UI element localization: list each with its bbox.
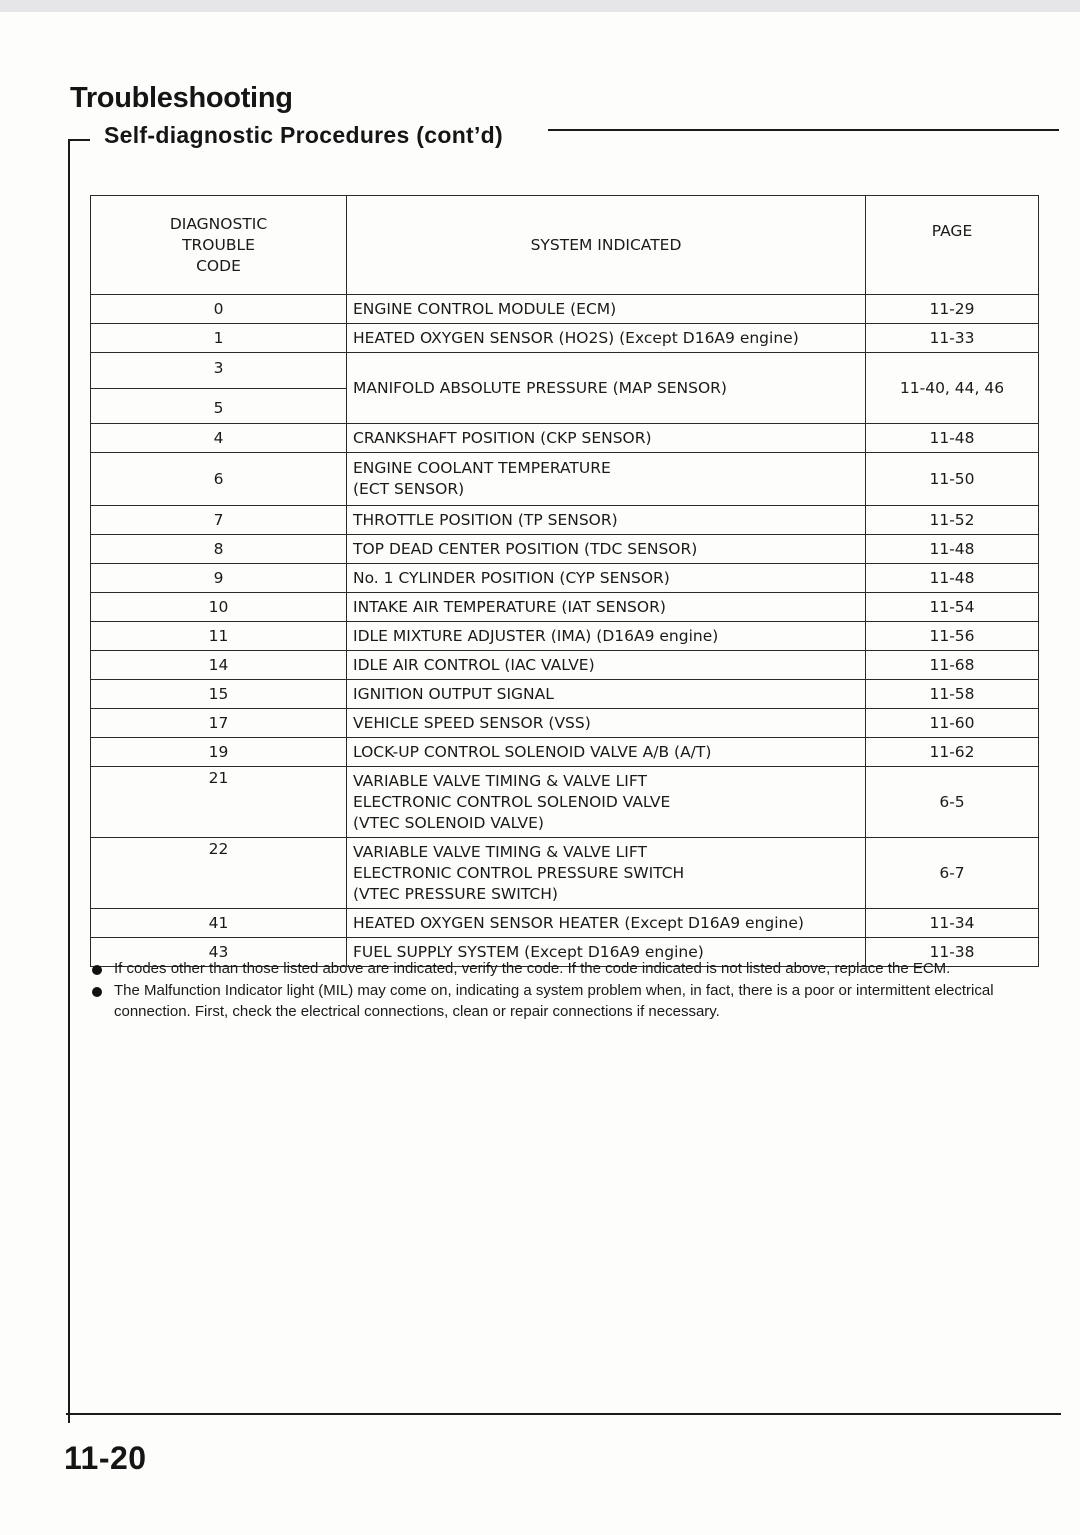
- header-page: PAGE: [866, 196, 1039, 295]
- system-cell: VEHICLE SPEED SENSOR (VSS): [347, 709, 866, 738]
- system-cell: ENGINE COOLANT TEMPERATURE (ECT SENSOR): [347, 453, 866, 506]
- code-cell: 8: [91, 535, 347, 564]
- code-cell: 0: [91, 295, 347, 324]
- table-row: [91, 709, 1039, 738]
- page-cell: 11-38: [866, 938, 1039, 967]
- code-cell: 22: [91, 838, 347, 909]
- code-cell: 10: [91, 593, 347, 622]
- page-cell: 11-48: [866, 424, 1039, 453]
- system-cell: FUEL SUPPLY SYSTEM (Except D16A9 engine): [347, 938, 866, 967]
- code-cell: 17: [91, 709, 347, 738]
- page-cell: 11-54: [866, 593, 1039, 622]
- code-cell: 41: [91, 909, 347, 938]
- table-header-row: [91, 196, 1039, 295]
- page-cell: 11-62: [866, 738, 1039, 767]
- page-cell: 11-29: [866, 295, 1039, 324]
- system-cell: THROTTLE POSITION (TP SENSOR): [347, 506, 866, 535]
- code-cell: 43: [91, 938, 347, 967]
- system-cell: TOP DEAD CENTER POSITION (TDC SENSOR): [347, 535, 866, 564]
- code-cell: [91, 353, 347, 424]
- table-row: [91, 738, 1039, 767]
- table-row: [91, 453, 1039, 506]
- page-cell: 11-52: [866, 506, 1039, 535]
- code-cell: 19: [91, 738, 347, 767]
- footer-rule: [66, 1413, 1061, 1415]
- system-cell: IDLE MIXTURE ADJUSTER (IMA) (D16A9 engine): [347, 622, 866, 651]
- table-row: [91, 535, 1039, 564]
- top-bar: [0, 0, 1080, 12]
- note-item: [92, 980, 1044, 1022]
- system-cell: ENGINE CONTROL MODULE (ECM): [347, 295, 866, 324]
- page-cell: 11-58: [866, 680, 1039, 709]
- section-bracket-side: [68, 139, 70, 1423]
- page-cell: 6-7: [866, 838, 1039, 909]
- system-cell: No. 1 CYLINDER POSITION (CYP SENSOR): [347, 564, 866, 593]
- system-cell: VARIABLE VALVE TIMING & VALVE LIFT ELECTRONIC CONTROL PRESSURE SWITCH (VTEC PRESSURE SWITCH): [347, 838, 866, 909]
- page-cell: 11-68: [866, 651, 1039, 680]
- code-divider: [91, 388, 346, 389]
- code-value: 3: [213, 359, 224, 377]
- table-row: [91, 622, 1039, 651]
- table-row: [91, 838, 1039, 909]
- table-row: [91, 593, 1039, 622]
- system-cell: IGNITION OUTPUT SIGNAL: [347, 680, 866, 709]
- page-cell: 6-5: [866, 767, 1039, 838]
- table-row: [91, 651, 1039, 680]
- section-subtitle: Self-diagnostic Procedures (cont’d): [104, 122, 503, 148]
- system-cell: MANIFOLD ABSOLUTE PRESSURE (MAP SENSOR): [347, 353, 866, 424]
- page-title: Troubleshooting: [70, 82, 293, 114]
- page-cell: 11-50: [866, 453, 1039, 506]
- table-row: [91, 909, 1039, 938]
- code-cell: 7: [91, 506, 347, 535]
- system-cell: VARIABLE VALVE TIMING & VALVE LIFT ELECTRONIC CONTROL SOLENOID VALVE (VTEC SOLENOID VALVE): [347, 767, 866, 838]
- page-cell: 11-33: [866, 324, 1039, 353]
- code-cell: 15: [91, 680, 347, 709]
- code-cell: 21: [91, 767, 347, 838]
- table-row: [91, 424, 1039, 453]
- table-row: [91, 295, 1039, 324]
- system-cell: HEATED OXYGEN SENSOR (HO2S) (Except D16A9 engine): [347, 324, 866, 353]
- bullet-icon: [92, 965, 102, 975]
- code-value: 5: [213, 399, 224, 417]
- code-cell: 11: [91, 622, 347, 651]
- table-row: [91, 506, 1039, 535]
- table-row: [91, 680, 1039, 709]
- code-cell: 6: [91, 453, 347, 506]
- table-row: [91, 353, 1039, 424]
- note-text: The Malfunction Indicator light (MIL) may come on, indicating a system problem when, in fact, there is a poor or intermittent electrical connection. First, check the electrical connections, clean or repair connections if necessary.: [114, 982, 994, 1020]
- notes-list: [92, 958, 1044, 1023]
- page-cell: 11-48: [866, 564, 1039, 593]
- page-cell: 11-48: [866, 535, 1039, 564]
- system-cell: HEATED OXYGEN SENSOR HEATER (Except D16A9 engine): [347, 909, 866, 938]
- code-cell: 9: [91, 564, 347, 593]
- system-cell: CRANKSHAFT POSITION (CKP SENSOR): [347, 424, 866, 453]
- code-cell: 14: [91, 651, 347, 680]
- diagnostic-code-table: [90, 195, 1039, 967]
- bullet-icon: [92, 987, 102, 997]
- system-cell: LOCK-UP CONTROL SOLENOID VALVE A/B (A/T): [347, 738, 866, 767]
- page-cell: 11-34: [866, 909, 1039, 938]
- table-row: [91, 564, 1039, 593]
- page-number: 11-20: [64, 1440, 147, 1476]
- header-system: SYSTEM INDICATED: [347, 196, 866, 295]
- header-rule: [548, 129, 1059, 131]
- system-cell: INTAKE AIR TEMPERATURE (IAT SENSOR): [347, 593, 866, 622]
- code-cell: 1: [91, 324, 347, 353]
- table-row: [91, 324, 1039, 353]
- section-bracket-top: [68, 139, 90, 141]
- header-code: DIAGNOSTIC TROUBLE CODE: [91, 196, 347, 295]
- table-row: [91, 767, 1039, 838]
- page-cell: 11-60: [866, 709, 1039, 738]
- code-cell: 4: [91, 424, 347, 453]
- note-text: If codes other than those listed above are indicated, verify the code. If the code indicated is not listed above, replace the ECM.: [114, 960, 951, 977]
- page-cell: 11-40, 44, 46: [866, 353, 1039, 424]
- page-cell: 11-56: [866, 622, 1039, 651]
- note-item: [92, 958, 1044, 979]
- system-cell: IDLE AIR CONTROL (IAC VALVE): [347, 651, 866, 680]
